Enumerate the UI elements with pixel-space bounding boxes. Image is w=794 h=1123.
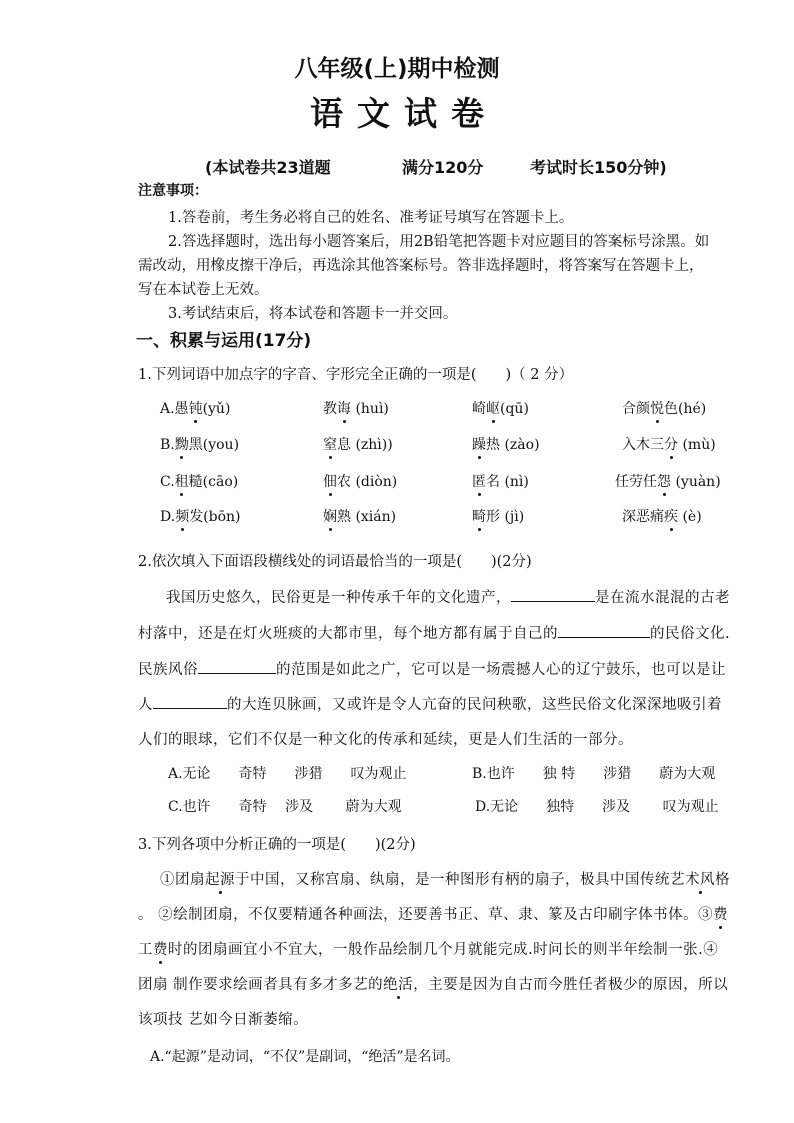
q1-option-b-word4: 入木三分 (mù) xyxy=(622,434,716,454)
exam-subject-title: 语文试卷 xyxy=(310,94,498,133)
q1-option-d-word3: 畸形 (jì) xyxy=(472,506,524,526)
q2-passage-line-2: 村落中，还是在灯火班痰的大都市里，每个地方都有属于自己的 的民俗文化. xyxy=(138,622,730,643)
q3-passage-line-3: 工费时的团扇画宜小不宜大，一般作品绘制几个月就能完成.时问长的则半年绘制一张.④ xyxy=(138,938,718,959)
q3-passage-line-4: 团扇 制作要求绘画者具有多才多艺的绝活，主要是因为自古而今胜任者极少的原因，所以 xyxy=(138,973,728,994)
q1-option-b-word3: 躁热 (zào) xyxy=(472,434,540,454)
q1-option-b-word2: 窒息 (zhì)) xyxy=(323,434,393,454)
info-question-count: (本试卷共23道题 xyxy=(205,158,331,177)
notice-item-2-line-2: 需改动，用橡皮擦干净后，再选涂其他答案标号。答非选择题时，将答案写在答题卡上， xyxy=(138,258,704,274)
q2-passage-line-5: 人们的眼球，它们不仅是一种文化的传承和延续，更是人们生活的一部分。 xyxy=(138,732,633,748)
q2-option-c: C.也许 奇特 涉及 蔚为大观 xyxy=(168,799,402,815)
q1-option-a-word4: 合颜悦色(hé) xyxy=(622,398,706,418)
q2-passage-line-1: 我国历史悠久，民俗更是一种传承千年的文化遗产， 是在流水混混的古老 xyxy=(166,586,730,607)
notice-item-2-line-3: 写在本试卷上无效。 xyxy=(138,282,269,298)
q1-option-b-word1: B.黝黑(you) xyxy=(160,434,239,454)
notice-item-2-line-1: 2.答选择题时，选出每小题答案后，用2B铅笔把答题卡对应题目的答案标号涂黑。如 xyxy=(168,234,710,250)
q3-option-a: A.“起源”是动词，“不仅”是副词，“绝活”是名词。 xyxy=(150,1049,460,1065)
q2-stem: 2.依次填入下面语段横线处的词语最恰当的一项是( )(2分) xyxy=(138,554,532,570)
q1-stem: 1.下列词语中加点字的字音、字形完全正确的一项是( )（ 2 分） xyxy=(138,367,574,383)
q2-blank-4 xyxy=(153,694,227,709)
q2-passage-line-4: 人 的大连贝脉画，又或许是令人亢奋的民问秧歌，这些民俗文化深深地吸引着 xyxy=(138,693,722,714)
q2-blank-2 xyxy=(558,623,650,638)
section-1-title: 一、积累与运用(17分) xyxy=(136,331,312,351)
exam-grade-title: 八年级(上)期中检测 xyxy=(294,56,500,82)
q1-option-a-word1: A.愚钝(yǔ) xyxy=(160,398,230,418)
info-exam-duration: 考试时长150分钟) xyxy=(530,158,667,177)
q1-option-c-word3: 匿名 (nì) xyxy=(472,471,529,491)
q1-option-d-word1: D.频发(bōn) xyxy=(160,506,241,526)
notice-heading: 注意事项： xyxy=(138,183,208,199)
q1-option-d-word2: 娴熟 (xián) xyxy=(323,506,396,526)
q2-passage-line-3: 民族风俗 的范围是如此之广，它可以是一场震撼人心的辽宁鼓乐，也可以是让 xyxy=(138,658,726,679)
q3-passage-line-1: ①团扇起源于中国，又称宫扇、纨扇，是一种图形有柄的扇子，极具中国传统艺术风格 xyxy=(160,868,730,889)
q2-blank-3 xyxy=(198,659,276,674)
q2-option-d: D.无论 独特 涉及 叹为观止 xyxy=(475,799,719,815)
q2-option-a: A.无论 奇特 涉猎 叹为观止 xyxy=(168,766,407,782)
q1-option-a-word2: 教诲 (huì) xyxy=(323,398,389,418)
q1-option-c-word4: 任劳任怨 (yuàn) xyxy=(615,471,721,491)
q3-passage-line-2: 。 ②绘制团扇，不仅要精通各种画法，还要善书正、草、隶、篆及古印刷字体书体。③费 xyxy=(138,903,728,924)
q2-option-b: B.也许 独 特 涉猎 蔚为大观 xyxy=(472,766,716,782)
q1-option-d-word4: 深恶痛疾 (è) xyxy=(622,506,702,526)
q2-blank-1 xyxy=(511,587,595,602)
info-full-score: 满分120分 xyxy=(402,158,484,177)
q1-option-a-word3: 崎岖(qū) xyxy=(472,398,529,418)
q3-stem: 3.下列各项中分析正确的一项是( )(2分) xyxy=(138,837,416,853)
notice-item-1: 1.答卷前，考生务必将自己的姓名、准考证号填写在答题卡上。 xyxy=(168,210,574,226)
q1-option-c-word2: 佃农 (diòn) xyxy=(323,471,397,491)
q1-option-c-word1: C.租糙(cāo) xyxy=(160,471,238,491)
notice-item-3: 3.考试结束后，将本试卷和答题卡一并交回。 xyxy=(168,306,458,322)
q3-passage-line-5: 该项技 艺如今日渐萎缩。 xyxy=(138,1012,309,1028)
